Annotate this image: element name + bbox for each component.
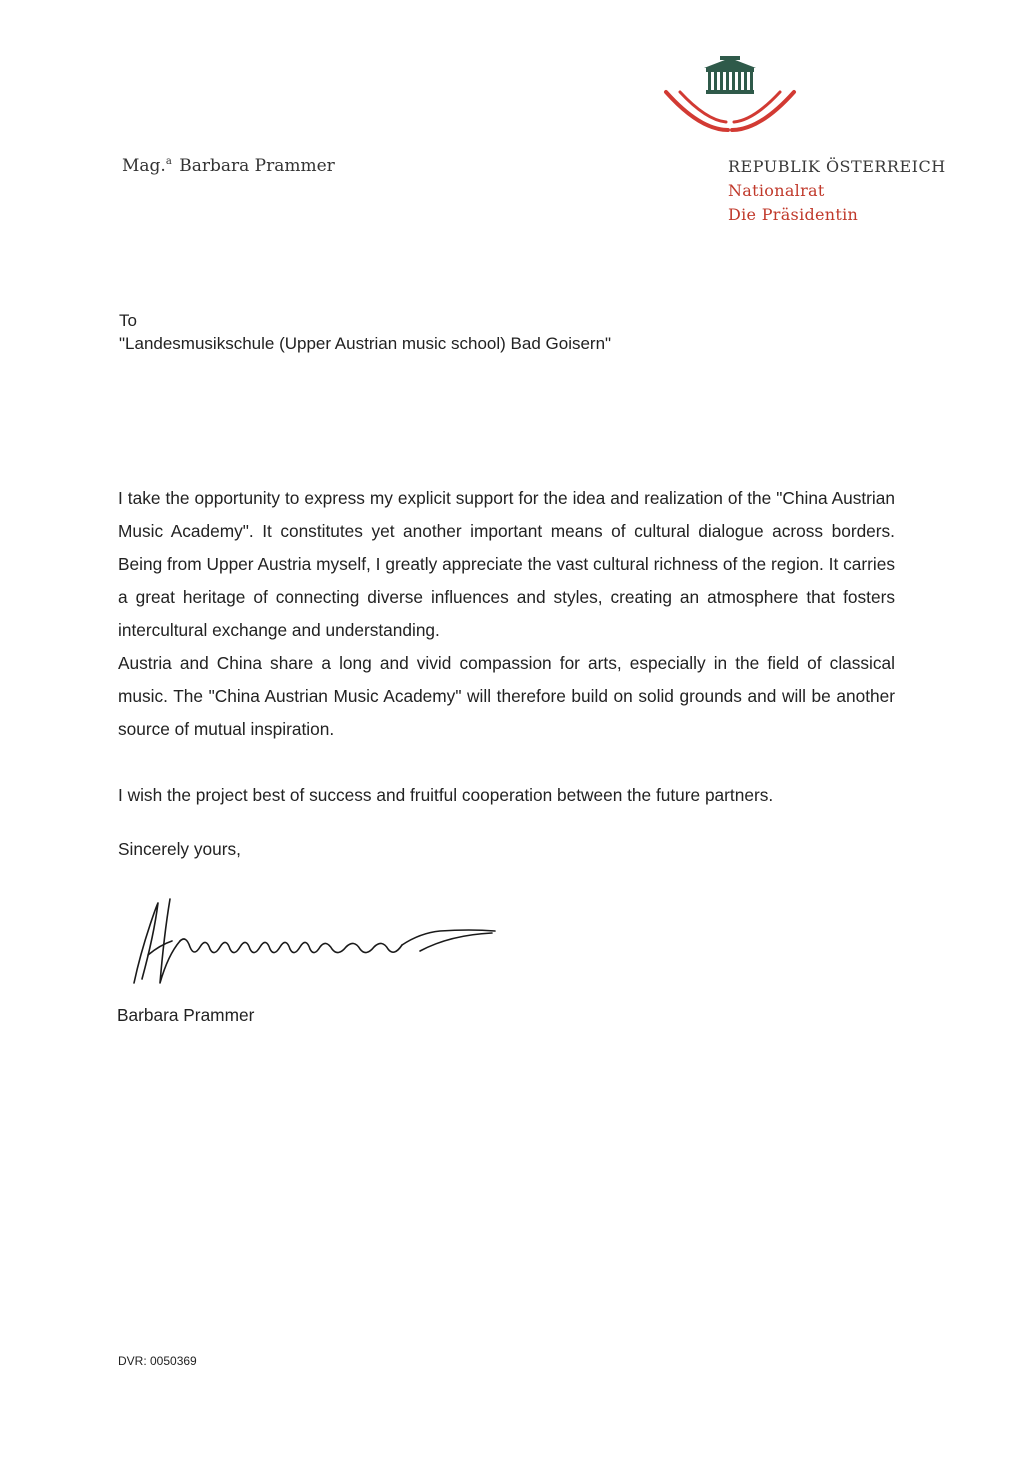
letter-body — [118, 482, 895, 812]
sender-prefix-suffix: a — [165, 156, 172, 168]
body-paragraph-1: I take the opportunity to express my explicit support for the idea and realization of the "China Austrian Music Academy". It constitutes yet another important means of cultural dialogue across borders. Being from Upper Austria myself, I greatly appreciate the vast cultural richness of the region. It carries a great heritage of connecting diverse influences and styles, creating an atmosphere that fosters intercultural exchange and understanding. — [118, 488, 895, 640]
body-paragraph-3: I wish the project best of success and fruitful cooperation between the future partners. — [118, 785, 774, 805]
body-paragraph-2: Austria and China share a long and vivid compassion for arts, especially in the field of classical music. The "China Austrian Music Academy" will therefore build on solid grounds and will be another source of mutual inspiration. — [118, 653, 895, 739]
signer-name: Barbara Prammer — [117, 1005, 255, 1025]
recipient-to: To — [119, 311, 137, 330]
institution-role: Die Präsidentin — [728, 205, 859, 224]
sender-full-name: Barbara Prammer — [179, 156, 335, 176]
parliament-building-logo-icon — [660, 50, 800, 140]
closing-line: Sincerely yours, — [118, 839, 241, 859]
institution-block — [728, 155, 946, 227]
recipient-block — [119, 309, 611, 355]
sender-prefix: Mag. — [122, 156, 166, 176]
recipient-name: "Landesmusikschule (Upper Austrian music school) Bad Goisern" — [119, 334, 612, 353]
institution-body: Nationalrat — [728, 181, 825, 200]
sender-name — [122, 156, 335, 176]
dvr-number: DVR: 0050369 — [118, 1354, 197, 1368]
handwritten-signature-icon — [120, 895, 520, 995]
institution-country: REPUBLIK ÖSTERREICH — [728, 157, 946, 176]
